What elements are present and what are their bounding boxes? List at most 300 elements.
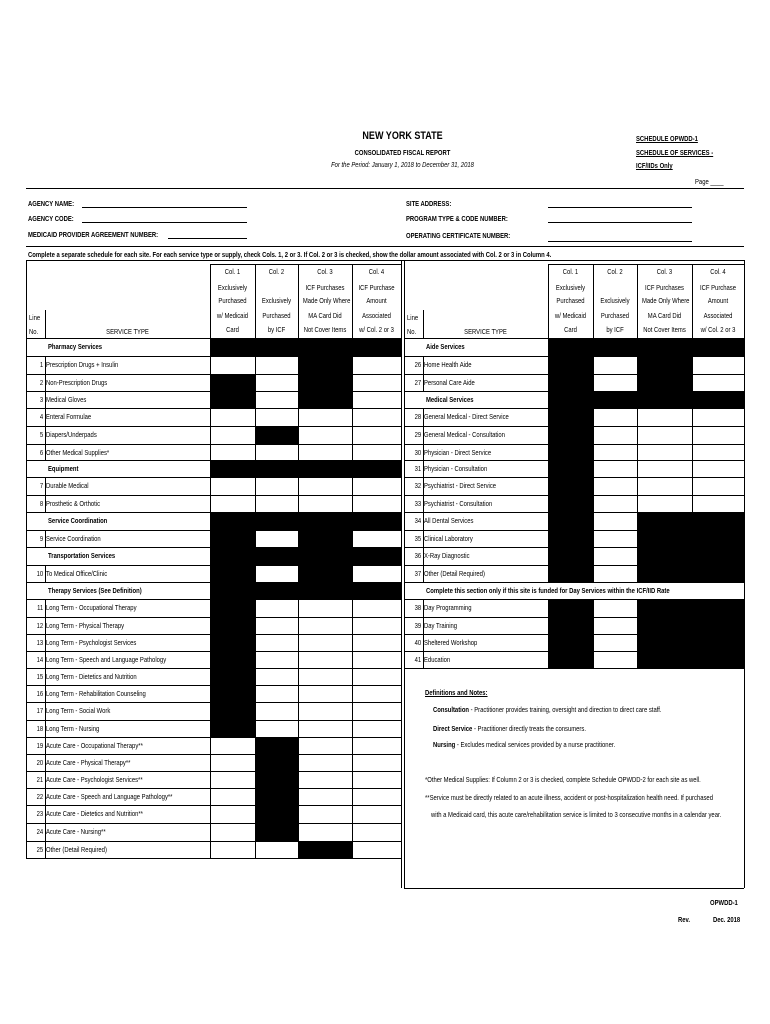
list-item: All Dental Services — [424, 516, 474, 525]
amount-input[interactable] — [352, 391, 402, 409]
right-line-no: 38 — [414, 603, 422, 612]
checkbox-cell[interactable] — [255, 391, 299, 409]
checkbox-cell[interactable] — [210, 823, 256, 842]
blocked-cell — [548, 391, 593, 408]
list-item: Personal Care Aide — [424, 378, 475, 387]
amount-input[interactable] — [352, 805, 402, 824]
right-col1-header-3: w/ Medicaid — [554, 311, 587, 320]
blocked-cell — [298, 512, 352, 530]
left-line-no: 22 — [36, 792, 44, 801]
blocked-cell — [593, 391, 637, 408]
left-section-header: Therapy Services (See Definition) — [48, 586, 142, 595]
left-line-no: 10 — [36, 569, 44, 578]
amount-input[interactable] — [352, 426, 402, 445]
agency-code-field[interactable] — [82, 222, 247, 223]
column-rule — [255, 264, 256, 338]
blocked-cell — [548, 495, 593, 512]
left-col3-header-2: Made Only Where — [302, 296, 351, 305]
amount-input[interactable] — [352, 702, 402, 721]
medicaid-field[interactable] — [168, 238, 247, 239]
checkbox-cell[interactable] — [298, 477, 353, 496]
amount-input[interactable] — [352, 617, 402, 635]
note-acute-2: with a Medicaid card, this acute care/rehabilitation service is limited to 3 consecutive months in a calendar year. — [431, 810, 722, 819]
list-item: Long Term - Dietetics and Nutrition — [46, 672, 137, 681]
page-number: Page ____ — [695, 177, 724, 186]
blocked-cell — [210, 617, 255, 634]
amount-input[interactable] — [352, 685, 402, 703]
checkbox-cell[interactable] — [210, 495, 256, 513]
amount-input[interactable] — [352, 356, 402, 375]
state-title: NEW YORK STATE — [362, 130, 443, 142]
list-item: Enteral Formulae — [46, 412, 92, 421]
checkbox-cell[interactable] — [255, 408, 299, 427]
right-col2-header-2: Exclusively — [600, 296, 630, 305]
blocked-cell — [255, 426, 298, 444]
blocked-cell — [548, 512, 593, 530]
list-item: Service Coordination — [46, 534, 101, 543]
left-line-no: 5 — [39, 430, 44, 439]
footer-form: OPWDD-1 — [710, 898, 738, 907]
amount-input[interactable] — [352, 651, 402, 669]
left-col1-header-3: w/ Medicaid — [216, 311, 249, 320]
blocked-cell — [298, 582, 352, 599]
checkbox-cell[interactable] — [298, 599, 353, 618]
blocked-cell — [548, 565, 593, 582]
left-col3-header-1: ICF Purchases — [305, 283, 345, 292]
amount-input[interactable] — [352, 599, 402, 618]
blocked-cell — [548, 444, 593, 460]
left-line-no: 3 — [39, 395, 44, 404]
program-type-label: PROGRAM TYPE & CODE NUMBER: — [406, 214, 508, 223]
blocked-cell — [548, 338, 593, 356]
checkbox-cell[interactable] — [298, 737, 353, 755]
blocked-cell — [637, 617, 692, 634]
list-item: Acute Care - Nursing** — [46, 827, 106, 836]
right-line-no: 30 — [414, 448, 422, 457]
list-item: Medical Gloves — [46, 395, 87, 404]
right-col1-header-2: Purchased — [556, 296, 585, 305]
list-item: Sheltered Workshop — [424, 638, 478, 647]
amount-input[interactable] — [692, 374, 745, 392]
column-rule — [593, 264, 594, 338]
left-line-no: 23 — [36, 809, 44, 818]
site-address-label: SITE ADDRESS: — [406, 199, 452, 208]
instructions: Complete a separate schedule for each site. For each service type or supply, check Cols. 1, 2 or 3. If Col. 2 or 3 is checked, show the dollar amount associated with Col. 2 or 3 in Column 4. — [28, 250, 552, 259]
list-item: Acute Care - Speech and Language Pathology** — [46, 792, 173, 801]
checkbox-cell[interactable] — [298, 702, 353, 721]
amount-input[interactable] — [352, 477, 402, 496]
checkbox-cell[interactable] — [255, 634, 299, 652]
checkbox-cell[interactable] — [637, 477, 693, 496]
nursing-term: Nursing — [433, 740, 456, 749]
left-line-no: 24 — [36, 827, 44, 836]
left-line-no: 2 — [39, 378, 44, 387]
left-line-no: 19 — [36, 741, 44, 750]
blocked-cell — [548, 547, 593, 565]
checkbox-cell[interactable] — [210, 426, 256, 445]
blocked-cell — [692, 512, 744, 530]
list-item: Day Training — [424, 621, 458, 630]
blocked-cell — [352, 338, 401, 356]
left-col1-header-4: Card — [226, 325, 239, 334]
blocked-cell — [255, 512, 298, 530]
list-item: Education — [424, 655, 451, 664]
left-col4-header-4: w/ Col. 2 or 3 — [359, 325, 394, 334]
blocked-cell — [637, 599, 692, 617]
checkbox-cell[interactable] — [210, 841, 256, 859]
blocked-cell — [210, 374, 255, 391]
amount-input[interactable] — [352, 841, 402, 859]
checkbox-cell[interactable] — [298, 444, 353, 461]
list-item: Physician - Direct Service — [424, 448, 492, 457]
checkbox-cell[interactable] — [255, 720, 299, 738]
agency-name-field[interactable] — [82, 207, 247, 208]
right-service-type-header: SERVICE TYPE — [464, 327, 507, 336]
blocked-cell — [255, 737, 298, 754]
checkbox-cell[interactable] — [298, 788, 353, 806]
right-line-no: 37 — [414, 569, 422, 578]
report-title: CONSOLIDATED FISCAL REPORT — [354, 148, 451, 157]
blocked-cell — [298, 356, 352, 374]
list-item: Long Term - Social Work — [46, 706, 111, 715]
medicaid-label: MEDICAID PROVIDER AGREEMENT NUMBER: — [28, 230, 159, 239]
blocked-cell — [298, 338, 352, 356]
checkbox-cell[interactable] — [255, 530, 299, 548]
checkbox-cell[interactable] — [298, 426, 353, 445]
left-line-no: 12 — [36, 621, 44, 630]
checkbox-cell[interactable] — [298, 805, 353, 824]
checkbox-cell[interactable] — [210, 754, 256, 772]
checkbox-cell[interactable] — [255, 356, 299, 375]
blocked-cell — [692, 391, 744, 408]
checkbox-cell[interactable] — [255, 668, 299, 686]
right-col4-header-3: Associated — [703, 311, 733, 320]
notes-title: Definitions and Notes: — [425, 688, 488, 697]
blocked-cell — [298, 565, 352, 582]
checkbox-cell[interactable] — [593, 512, 638, 531]
period: For the Period: January 1, 2018 to December 31, 2018 — [331, 160, 474, 169]
checkbox-cell[interactable] — [593, 356, 638, 375]
blocked-cell — [637, 530, 692, 547]
checkbox-cell[interactable] — [637, 495, 693, 513]
blocked-cell — [210, 720, 255, 737]
program-type-field[interactable] — [548, 222, 692, 223]
blocked-cell — [548, 477, 593, 495]
list-item: Home Health Aide — [424, 360, 472, 369]
amount-input[interactable] — [352, 771, 402, 789]
left-service-type-header: SERVICE TYPE — [106, 327, 149, 336]
operating-cert-field[interactable] — [548, 241, 692, 242]
checkbox-cell[interactable] — [593, 651, 638, 669]
checkbox-cell[interactable] — [255, 685, 299, 703]
footer-rev: Rev. — [678, 915, 691, 924]
checkbox-cell[interactable] — [298, 720, 353, 738]
checkbox-cell[interactable] — [593, 477, 638, 496]
checkbox-cell[interactable] — [637, 444, 693, 461]
checkbox-cell[interactable] — [298, 823, 353, 842]
nursing-text: - Excludes medical services provided by a nurse practitioner. — [455, 740, 616, 749]
note-other-supplies: *Other Medical Supplies: If Column 2 or 3 is checked, complete Schedule OPWDD-2 for each site as well. — [425, 775, 701, 784]
right-col1-header-0: Col. 1 — [562, 267, 579, 276]
blocked-cell — [210, 338, 255, 356]
checkbox-cell[interactable] — [593, 599, 638, 618]
checkbox-cell[interactable] — [210, 477, 256, 496]
checkbox-cell[interactable] — [637, 426, 693, 445]
amount-input[interactable] — [692, 444, 745, 461]
left-col2-header-2: Exclusively — [261, 296, 292, 305]
blocked-cell — [210, 582, 255, 599]
note-nursing — [433, 740, 615, 749]
left-line-no: 1 — [39, 360, 44, 369]
right-col2-header-3: Purchased — [600, 311, 630, 320]
checkbox-cell[interactable] — [298, 634, 353, 652]
amount-input[interactable] — [692, 408, 745, 427]
right-col4-header-4: w/ Col. 2 or 3 — [700, 325, 736, 334]
checkbox-cell[interactable] — [255, 841, 299, 859]
checkbox-cell[interactable] — [210, 788, 256, 806]
list-item: Long Term - Occupational Therapy — [46, 603, 137, 612]
list-item: Long Term - Physical Therapy — [46, 621, 125, 630]
checkbox-cell[interactable] — [593, 617, 638, 635]
checkbox-cell[interactable] — [593, 444, 638, 461]
right-section-header: Medical Services — [426, 395, 474, 404]
blocked-cell — [548, 374, 593, 391]
left-line-no: 17 — [36, 706, 44, 715]
amount-input[interactable] — [692, 356, 745, 375]
left-col3-header-0: Col. 3 — [317, 267, 333, 276]
blocked-cell — [637, 512, 692, 530]
left-section-header: Transportation Services — [48, 551, 116, 560]
blocked-cell — [548, 408, 593, 426]
list-item: Prescription Drugs + Insulin — [46, 360, 119, 369]
blocked-cell — [637, 338, 692, 356]
right-line-no: 31 — [414, 464, 422, 473]
operating-cert-label: OPERATING CERTIFICATE NUMBER: — [406, 231, 511, 240]
blocked-cell — [548, 651, 593, 668]
checkbox-cell[interactable] — [298, 495, 353, 513]
checkbox-cell[interactable] — [298, 754, 353, 772]
amount-input[interactable] — [352, 668, 402, 686]
blocked-cell — [352, 512, 401, 530]
checkbox-cell[interactable] — [210, 444, 256, 461]
left-line-no: 6 — [39, 448, 44, 457]
blocked-cell — [637, 374, 692, 391]
checkbox-cell[interactable] — [593, 374, 638, 392]
consultation-text: - Practitioner provides training, oversight and direction to direct care staff. — [469, 705, 662, 714]
checkbox-cell[interactable] — [255, 702, 299, 721]
list-item: Long Term - Psychologist Services — [46, 638, 137, 647]
list-item: Long Term - Rehabilitation Counseling — [46, 689, 146, 698]
blocked-cell — [210, 634, 255, 651]
list-item: Non-Prescription Drugs — [46, 378, 108, 387]
blocked-cell — [210, 530, 255, 547]
left-line-no: 15 — [36, 672, 44, 681]
direct-text: - Practitioner directly treats the consumers. — [472, 724, 586, 733]
list-item: Prosthetic & Orthotic — [46, 499, 101, 508]
right-line-no: 33 — [414, 499, 422, 508]
checkbox-cell[interactable] — [593, 460, 638, 478]
right-line-no: 28 — [414, 412, 422, 421]
amount-input[interactable] — [352, 720, 402, 738]
checkbox-cell[interactable] — [255, 651, 299, 669]
left-col2-header-4: by ICF — [267, 325, 286, 334]
right-line-no: 39 — [414, 621, 422, 630]
checkbox-cell[interactable] — [210, 408, 256, 427]
checkbox-cell[interactable] — [210, 737, 256, 755]
blocked-cell — [255, 338, 298, 356]
left-col1-header-1: Exclusively — [217, 283, 248, 292]
blocked-cell — [210, 685, 255, 702]
blocked-cell — [692, 530, 744, 547]
note-acute-1: **Service must be directly related to an acute illness, accident or post-hospitalization health need. If purchased — [425, 793, 713, 802]
left-line-no: 4 — [39, 412, 44, 421]
amount-input[interactable] — [352, 495, 402, 513]
amount-input[interactable] — [352, 565, 402, 583]
checkbox-cell[interactable] — [593, 408, 638, 427]
left-col3-header-3: MA Card Did — [308, 311, 342, 320]
blocked-cell — [255, 771, 298, 788]
amount-input[interactable] — [352, 634, 402, 652]
checkbox-cell[interactable] — [593, 495, 638, 513]
list-item: Acute Care - Psychologist Services** — [46, 775, 143, 784]
checkbox-cell[interactable] — [298, 685, 353, 703]
blocked-cell — [210, 651, 255, 668]
checkbox-cell[interactable] — [210, 771, 256, 789]
checkbox-cell[interactable] — [593, 634, 638, 652]
note-consultation — [433, 705, 662, 714]
left-line-header-1: Line — [29, 313, 41, 322]
checkbox-cell[interactable] — [210, 356, 256, 375]
right-line-header-1: Line — [407, 313, 419, 322]
checkbox-cell[interactable] — [255, 495, 299, 513]
amount-input[interactable] — [352, 737, 402, 755]
amount-input[interactable] — [692, 426, 745, 445]
blocked-cell — [637, 391, 692, 408]
left-col4-header-3: Associated — [362, 311, 391, 320]
left-line-no: 25 — [36, 845, 44, 854]
site-address-field[interactable] — [548, 207, 692, 208]
checkbox-cell[interactable] — [255, 444, 299, 461]
checkbox-cell[interactable] — [298, 408, 353, 427]
amount-input[interactable] — [352, 754, 402, 772]
checkbox-cell[interactable] — [593, 565, 638, 583]
direct-term: Direct Service — [433, 724, 473, 733]
checkbox-cell[interactable] — [637, 408, 693, 427]
right-line-no: 34 — [414, 516, 422, 525]
list-item: Acute Care - Physical Therapy** — [46, 758, 131, 767]
checkbox-cell[interactable] — [298, 668, 353, 686]
amount-input[interactable] — [352, 530, 402, 548]
amount-input[interactable] — [352, 374, 402, 392]
blocked-cell — [255, 823, 298, 841]
amount-input[interactable] — [692, 460, 745, 478]
right-col3-header-0: Col. 3 — [656, 267, 673, 276]
list-item: Psychiatrist - Consultation — [424, 499, 493, 508]
checkbox-cell[interactable] — [593, 426, 638, 445]
blocked-cell — [548, 460, 593, 477]
blocked-cell — [210, 460, 255, 477]
left-col2-header-3: Purchased — [262, 311, 291, 320]
amount-input[interactable] — [352, 408, 402, 427]
left-line-no: 16 — [36, 689, 44, 698]
left-line-no: 11 — [37, 603, 44, 612]
amount-input[interactable] — [692, 495, 745, 513]
blocked-cell — [298, 460, 352, 477]
blocked-cell — [255, 754, 298, 771]
schedule-subtitle: SCHEDULE OF SERVICES - — [636, 148, 714, 157]
column-rule — [45, 310, 46, 338]
checkbox-cell[interactable] — [255, 477, 299, 496]
list-item: Psychiatrist - Direct Service — [424, 481, 497, 490]
blocked-cell — [548, 426, 593, 444]
right-col4-header-0: Col. 4 — [710, 267, 726, 276]
note-direct — [433, 724, 586, 733]
checkbox-cell[interactable] — [637, 460, 693, 478]
header-top-rule — [548, 264, 744, 265]
checkbox-cell[interactable] — [298, 617, 353, 635]
checkbox-cell[interactable] — [210, 805, 256, 824]
blocked-cell — [548, 617, 593, 634]
checkbox-cell[interactable] — [298, 771, 353, 789]
right-col1-header-1: Exclusively — [555, 283, 586, 292]
list-item: Acute Care - Occupational Therapy** — [46, 741, 143, 750]
agency-code-label: AGENCY CODE: — [28, 214, 74, 223]
row-rule — [404, 582, 744, 583]
left-line-no: 9 — [39, 534, 44, 543]
checkbox-cell[interactable] — [593, 547, 638, 566]
blocked-cell — [298, 530, 352, 547]
amount-input[interactable] — [692, 477, 745, 496]
blocked-cell — [692, 634, 744, 651]
blocked-cell — [352, 547, 401, 565]
blocked-cell — [692, 651, 744, 668]
blocked-cell — [255, 547, 298, 565]
list-item: X-Ray Diagnostic — [424, 551, 470, 560]
blocked-cell — [692, 599, 744, 617]
amount-input[interactable] — [352, 823, 402, 842]
blocked-cell — [548, 356, 593, 374]
schedule-code: SCHEDULE OPWDD-1 — [636, 134, 698, 143]
checkbox-cell[interactable] — [255, 374, 299, 392]
blocked-cell — [255, 805, 298, 823]
list-item: Clinical Laboratory — [424, 534, 473, 543]
blocked-cell — [210, 547, 255, 565]
list-item: Long Term - Speech and Language Pathology — [46, 655, 167, 664]
column-rule — [352, 264, 353, 338]
amount-input[interactable] — [352, 788, 402, 806]
left-col3-header-4: Not Cover Items — [303, 325, 347, 334]
checkbox-cell[interactable] — [298, 651, 353, 669]
amount-input[interactable] — [352, 444, 402, 461]
list-item: Long Term - Nursing — [46, 724, 100, 733]
right-col3-header-2: Made Only Where — [641, 296, 690, 305]
right-line-header-2: No. — [407, 327, 417, 336]
checkbox-cell[interactable] — [255, 617, 299, 635]
blocked-cell — [637, 547, 692, 565]
blocked-cell — [298, 841, 352, 858]
checkbox-cell[interactable] — [255, 599, 299, 618]
right-col3-header-4: Not Cover Items — [643, 325, 686, 334]
blocked-cell — [255, 788, 298, 805]
blocked-cell — [255, 582, 298, 599]
checkbox-cell[interactable] — [255, 565, 299, 583]
checkbox-cell[interactable] — [593, 530, 638, 548]
right-col2-header-4: by ICF — [606, 325, 624, 334]
list-item: General Medical - Consultation — [424, 430, 505, 439]
right-section-header: Complete this section only if this site is funded for Day Services within the ICF/IID Rate — [426, 586, 670, 595]
blocked-cell — [692, 547, 744, 565]
column-rule — [423, 310, 424, 338]
